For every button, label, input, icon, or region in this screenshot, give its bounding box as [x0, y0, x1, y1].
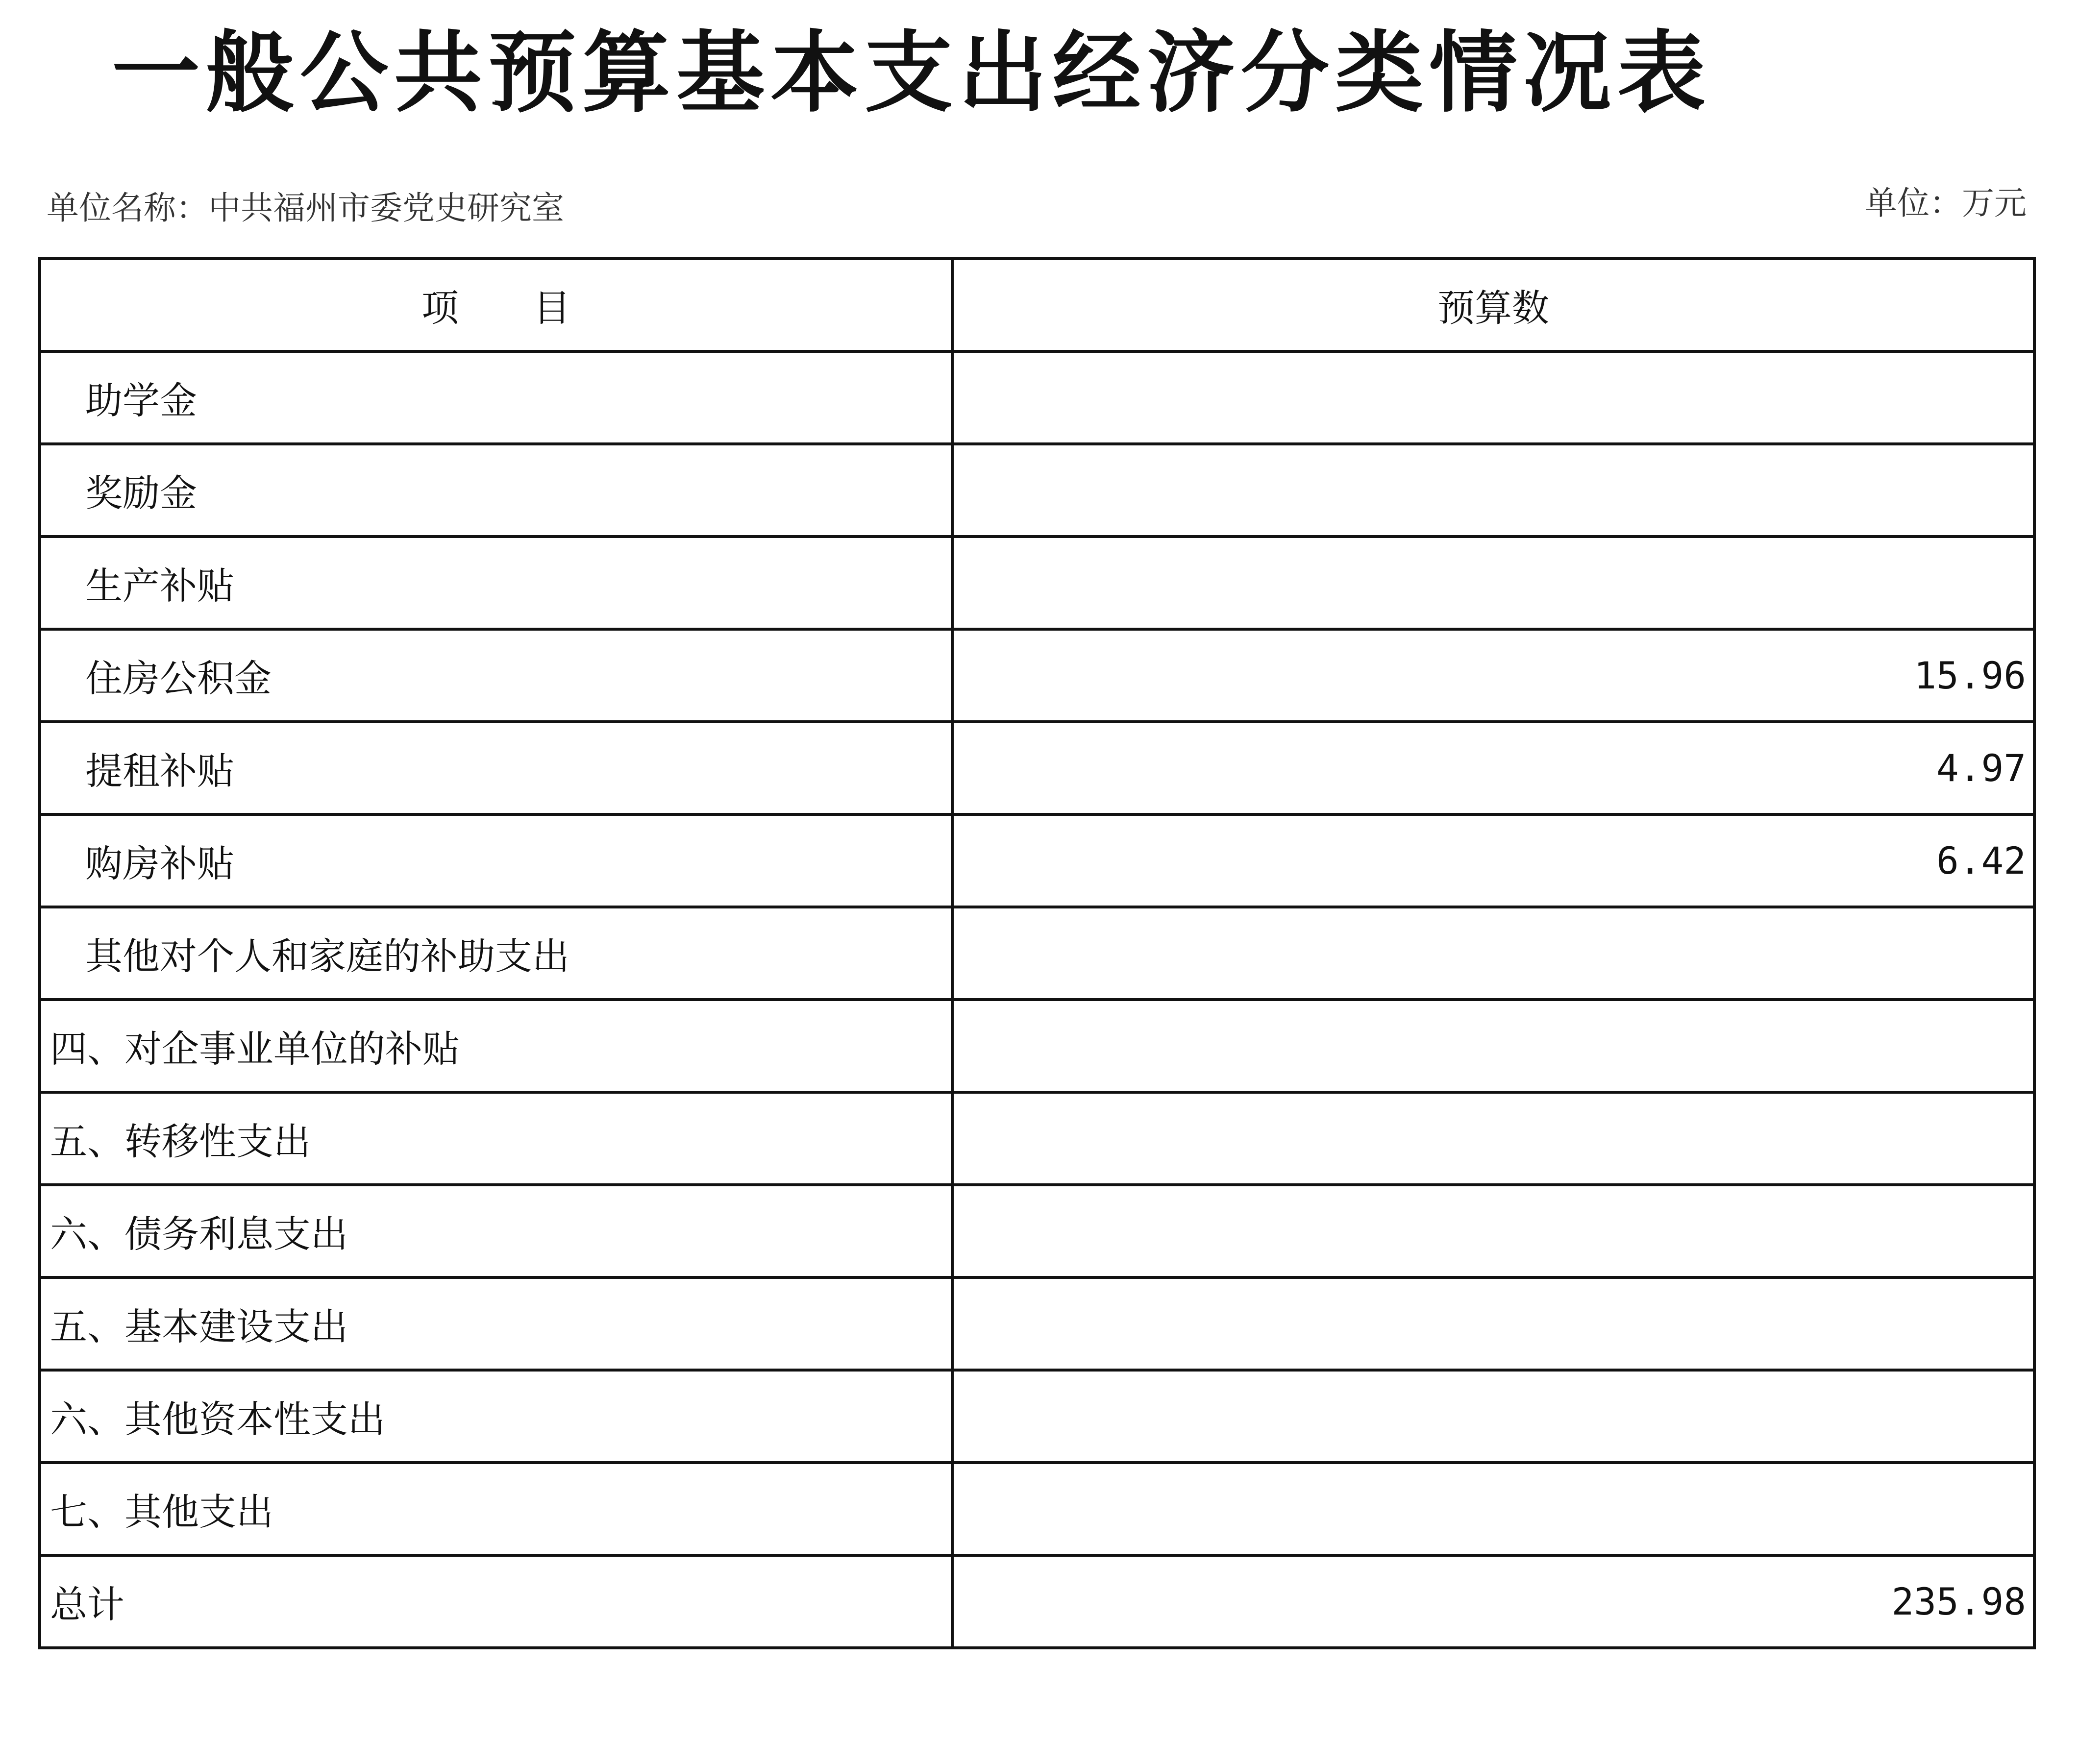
table-row: [40, 722, 2034, 814]
row-item: 生产补贴: [40, 537, 952, 629]
row-amount: [952, 1185, 2034, 1277]
header-item: 项 目: [40, 259, 952, 351]
row-amount: 15.96: [952, 629, 2034, 722]
row-amount: 6.42: [952, 814, 2034, 907]
row-item: 五、转移性支出: [40, 1092, 952, 1185]
row-item: 提租补贴: [40, 722, 952, 814]
row-amount: [952, 351, 2034, 444]
table-row: [40, 1000, 2034, 1092]
table-row: [40, 444, 2034, 537]
row-amount: [952, 537, 2034, 629]
table-row: [40, 1463, 2034, 1555]
row-amount: [952, 1370, 2034, 1463]
row-item: 七、其他支出: [40, 1463, 952, 1555]
table-row: [40, 537, 2034, 629]
table-header-row: [40, 259, 2034, 351]
table-row: [40, 1092, 2034, 1185]
row-item: 住房公积金: [40, 629, 952, 722]
row-item: 其他对个人和家庭的补助支出: [40, 907, 952, 1000]
row-item: 六、债务利息支出: [40, 1185, 952, 1277]
table-row: [40, 907, 2034, 1000]
row-amount: [952, 907, 2034, 1000]
total-label: 总计: [40, 1555, 952, 1648]
row-item: 购房补贴: [40, 814, 952, 907]
table-row: [40, 814, 2034, 907]
total-amount: 235.98: [952, 1555, 2034, 1648]
row-item: 六、其他资本性支出: [40, 1370, 952, 1463]
table-row: [40, 1277, 2034, 1370]
row-amount: [952, 1277, 2034, 1370]
table-row: [40, 351, 2034, 444]
row-amount: 4.97: [952, 722, 2034, 814]
row-amount: [952, 1000, 2034, 1092]
row-item: 四、对企事业单位的补贴: [40, 1000, 952, 1092]
unit-label: 单位：万元: [1865, 184, 2027, 222]
table-body: [40, 351, 2034, 1648]
table-row: [40, 629, 2034, 722]
unit-name-label: 单位名称：中共福州市委党史研究室: [47, 189, 564, 227]
header-amount: 预算数: [952, 259, 2034, 351]
row-item: 五、基本建设支出: [40, 1277, 952, 1370]
row-amount: [952, 1092, 2034, 1185]
row-amount: [952, 1463, 2034, 1555]
total-row: [40, 1555, 2034, 1648]
row-item: 奖励金: [40, 444, 952, 537]
row-amount: [952, 444, 2034, 537]
row-item: 助学金: [40, 351, 952, 444]
budget-table: [38, 257, 2036, 1649]
page-title: 一般公共预算基本支出经济分类情况表: [111, 22, 1711, 124]
table-row: [40, 1370, 2034, 1463]
table-row: [40, 1185, 2034, 1277]
